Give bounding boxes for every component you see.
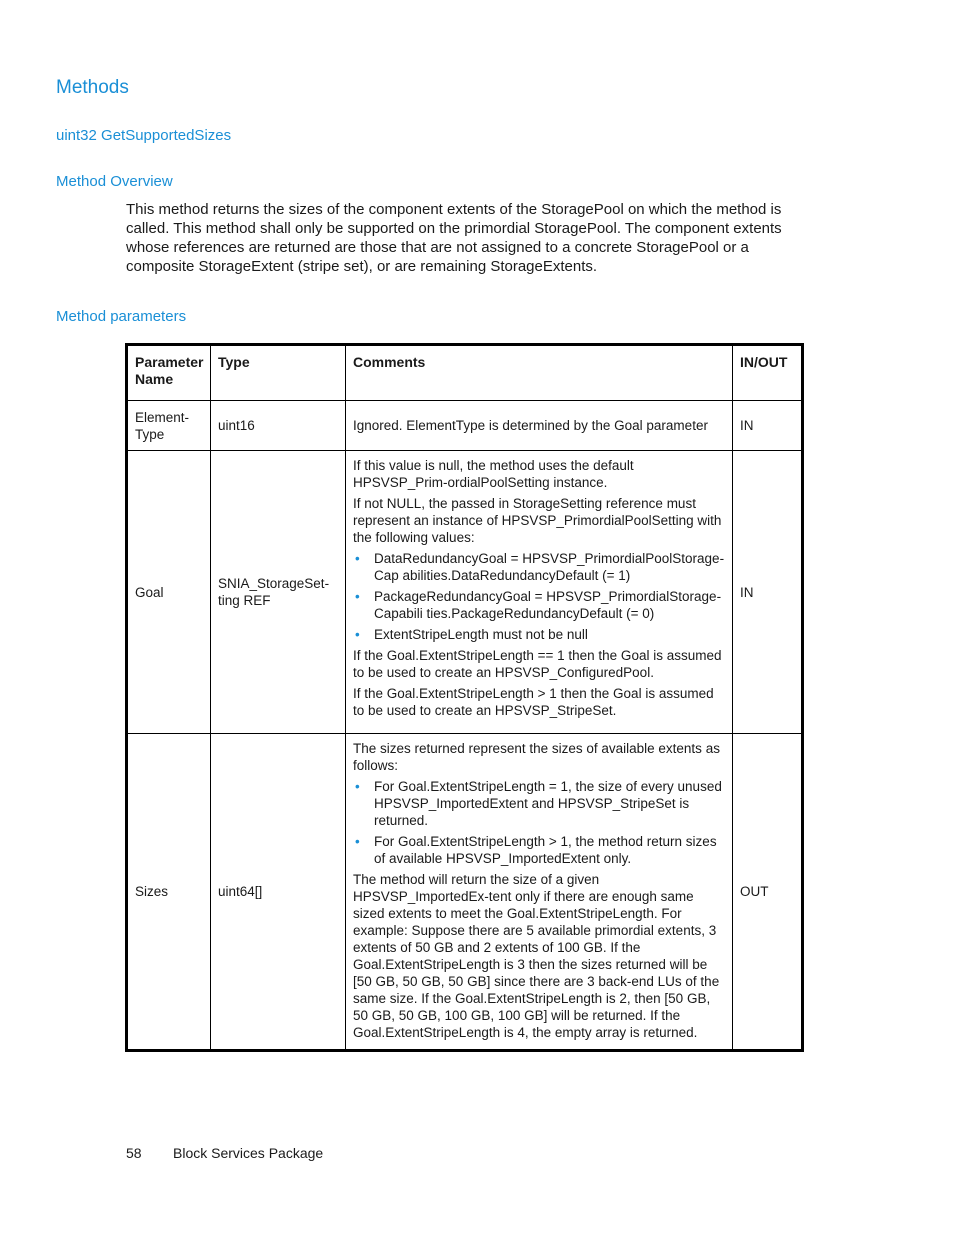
param-name-cell: Sizes xyxy=(127,734,211,1051)
header-in-out: IN/OUT xyxy=(733,345,803,401)
bullet-item xyxy=(353,626,725,643)
parameters-table xyxy=(125,343,804,1052)
table-header-row xyxy=(127,345,803,401)
param-type-cell: SNIA_StorageSet-ting REF xyxy=(211,451,346,734)
comment-paragraph: If not NULL, the passed in StorageSetting reference must represent an instance of HPSVSP_PrimordialPoolSetting with the following values: xyxy=(353,496,722,545)
param-name-cell: Goal xyxy=(127,451,211,734)
param-inout-cell: IN xyxy=(733,401,803,451)
bullet-item xyxy=(353,833,725,867)
bullet-dot-icon: • xyxy=(355,589,360,604)
bullet-dot-icon: • xyxy=(355,551,360,566)
header-type: Type xyxy=(211,345,346,401)
method-overview-heading: Method Overview xyxy=(56,173,173,190)
param-comments-cell xyxy=(346,451,733,734)
overview-paragraph: This method returns the sizes of the component extents of the StoragePool on which the method is called. This method shall only be supported on the primordial StoragePool. The component extents whose references are returned are those that are not assigned to a concrete StoragePool or a composite StorageExtent (stripe set), or are remaining StorageExtents. xyxy=(126,201,782,275)
param-inout-cell: OUT xyxy=(733,734,803,1051)
comment-paragraph: The method will return the size of a given HPSVSP_ImportedEx-tent only if there are enough same sized extents to meet the Goal.ExtentStripeLength. For example: Suppose there are 5 available primordial extents, 3 extents of 50 GB and 2 extents of 100 GB. If the Goal.ExtentStripeLength is 3 then the sizes returned will be [50 GB, 50 GB, 50 GB] since there are 3 back-end LUs of the same size. If the Goal.ExtentStripeLength is 2, then [50 GB, 50 GB, 50 GB, 100 GB, 100 GB] will be returned. If the Goal.ExtentStripeLength is 4, the empty array is returned. xyxy=(353,872,720,1040)
param-name-cell: Element-Type xyxy=(127,401,211,451)
bullet-text: DataRedundancyGoal = HPSVSP_PrimordialPoolStorage-Cap abilities.DataRedundancyDefault (= 1) xyxy=(374,551,725,583)
section-heading-methods: Methods xyxy=(56,77,129,98)
header-parameter-name: Parameter Name xyxy=(127,345,211,401)
method-name-heading: uint32 GetSupportedSizes xyxy=(56,127,232,144)
bullet-item xyxy=(353,588,725,622)
header-comments: Comments xyxy=(346,345,733,401)
param-inout-cell: IN xyxy=(733,451,803,734)
bullet-dot-icon: • xyxy=(355,627,360,642)
param-type-cell: uint64[] xyxy=(211,734,346,1051)
table-row xyxy=(127,451,803,734)
param-type-cell: uint16 xyxy=(211,401,346,451)
bullet-text: ExtentStripeLength must not be null xyxy=(374,627,588,642)
param-comments-cell xyxy=(346,734,733,1051)
bullet-item xyxy=(353,778,725,829)
bullet-dot-icon: • xyxy=(355,834,360,849)
bullet-text: PackageRedundancyGoal = HPSVSP_PrimordialStorage-Capabili ties.PackageRedundancyDefault (= 0) xyxy=(374,589,722,621)
footer-section-title: Block Services Package xyxy=(173,1145,324,1161)
comment-paragraph: If the Goal.ExtentStripeLength == 1 then the Goal is assumed to be used to create an HPSVSP_ConfiguredPool. xyxy=(353,648,722,680)
bullet-list xyxy=(353,778,725,867)
method-parameters-heading: Method parameters xyxy=(56,308,187,325)
comment-paragraph: The sizes returned represent the sizes of available extents as follows: xyxy=(353,741,720,773)
bullet-list xyxy=(353,550,725,643)
param-comments-cell: Ignored. ElementType is determined by the Goal parameter xyxy=(346,401,733,451)
table-row xyxy=(127,734,803,1051)
comment-paragraph: If the Goal.ExtentStripeLength > 1 then the Goal is assumed to be used to create an HPSVSP_StripeSet. xyxy=(353,686,714,718)
bullet-item xyxy=(353,550,725,584)
table-row xyxy=(127,401,803,451)
comment-paragraph: If this value is null, the method uses the default HPSVSP_Prim-ordialPoolSetting instance. xyxy=(353,458,634,490)
bullet-text: For Goal.ExtentStripeLength > 1, the method return sizes of available HPSVSP_ImportedExtent only. xyxy=(374,834,717,866)
page-number: 58 xyxy=(126,1145,142,1161)
bullet-dot-icon: • xyxy=(355,779,360,794)
bullet-text: For Goal.ExtentStripeLength = 1, the size of every unused HPSVSP_ImportedExtent and HPSVSP_StripeSet is returned. xyxy=(374,779,722,828)
